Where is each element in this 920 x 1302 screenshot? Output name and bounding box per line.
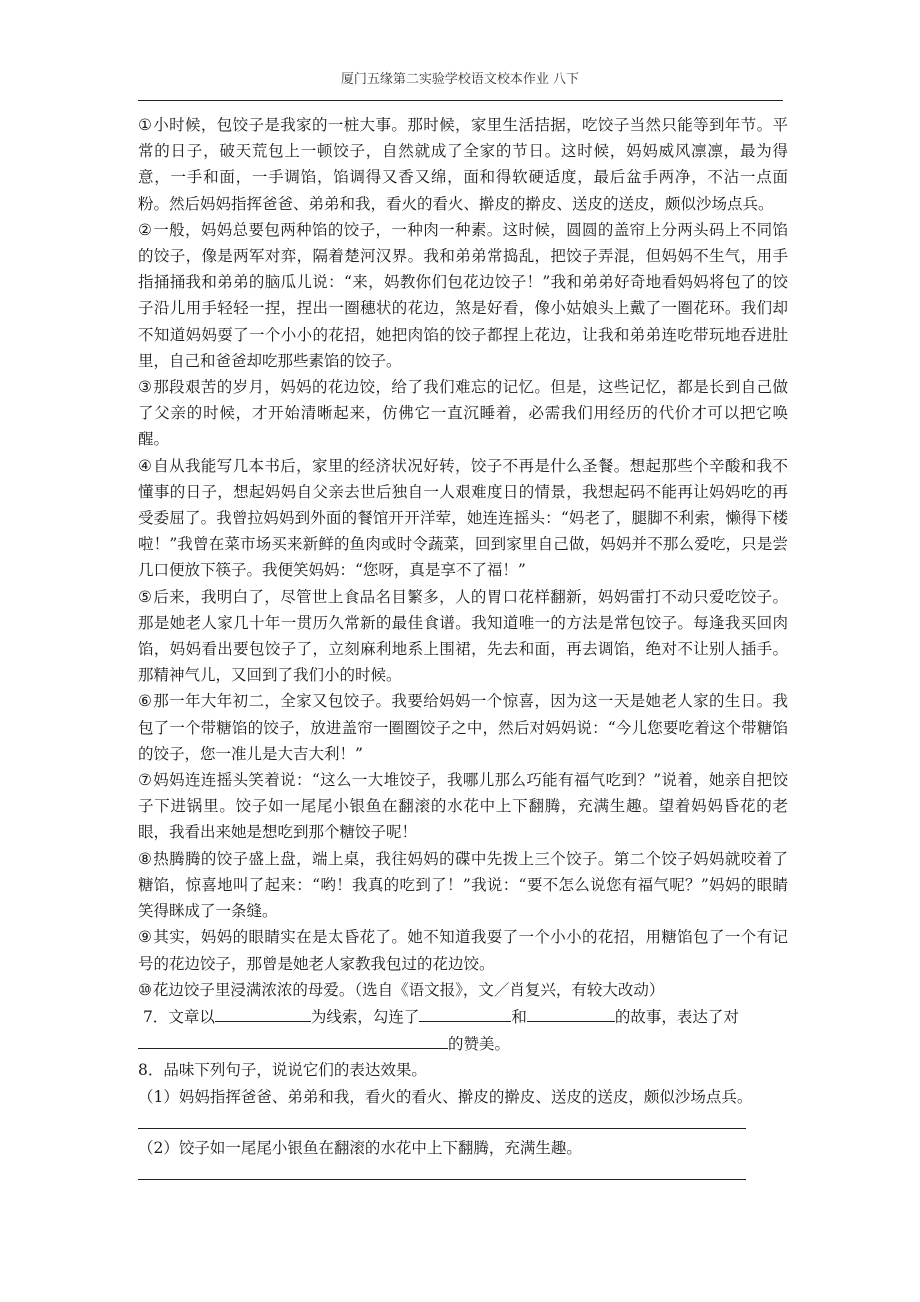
q8-answer-line-1[interactable]: [138, 1112, 746, 1129]
question-7: 7．文章以 为线索，勾连了 和 的故事，表达了对 的赞美。: [138, 1003, 788, 1057]
paragraph-4: ④自从我能写几本书后，家里的经济状况好转，饺子不再是什么圣餐。想起那些个辛酸和我不懂事的日子，想起妈妈自父亲去世后独自一人艰难度日的情景，我想起码不能再让妈妈吃的再受委屈了。我曾拉妈妈到外面的餐馆开开洋荤，她连连摇头：“妈老了，腿脚不利索，懒得下楼啦！”我曾在菜市场买来新鲜的鱼肉或时令蔬菜，回到家里自己做，妈妈并不那么爱吃，只是尝几口便放下筷子。我便笑妈妈：“您呀，真是享不了福！”: [138, 456, 788, 580]
q7-label: 7．: [142, 1007, 169, 1026]
header-divider: [138, 100, 783, 101]
header-title: 厦门五缘第二实验学校语文校本作业 八下: [340, 72, 580, 87]
q8-item-1: （1）妈妈指挥爸爸、弟弟和我，看火的看火、擀皮的擀皮、送皮的送皮，颇似沙场点兵。: [138, 1087, 753, 1106]
q8-item-2: （2）饺子如一尾尾小银鱼在翻滚的水花中上下翻腾，充满生趣。: [138, 1138, 582, 1157]
paragraph-2: ②一般，妈妈总要包两种馅的饺子，一种肉一种素。这时候，圆圆的盖帘上分两头码上不同馅的饺子，像是两军对弈，隔着楚河汉界。我和弟弟常捣乱，把饺子弄混，但妈妈不生气，用手指捅捅我和弟弟的脑瓜儿说：“来，妈教你们包花边饺子！”我和弟弟好奇地看妈妈将包了的饺子沿儿用手轻轻一捏，捏出一圈穗状的花边，煞是好看，像小姑娘头上戴了一圈花环。我们却不知道妈妈耍了一个小小的花招，她把肉馅的饺子都捏上花边，让我和弟弟连吃带玩地吞进肚里，自己和爸爸却吃那些素馅的饺子。: [138, 220, 788, 370]
paragraph-8: ⑧热腾腾的饺子盛上盘，端上桌，我往妈妈的碟中先拨上三个饺子。第二个饺子妈妈就咬着了糖馅，惊喜地叫了起来：“哟！我真的吃到了！”我说：“要不怎么说您有福气呢？”妈妈的眼睛笑得眯成了一条缝。: [138, 849, 788, 921]
q8-title: 品味下列句子，说说它们的表达效果。: [163, 1061, 427, 1080]
page-header: [0, 68, 920, 87]
q7-blank-praise[interactable]: [138, 1030, 448, 1049]
paragraph-5: ⑤后来，我明白了，尽管世上食品名目繁多，人的胃口花样翻新，妈妈雷打不动只爱吃饺子。那是她老人家几十年一贯历久常新的最佳食谱。我知道唯一的方法是常包饺子。每逢我买回肉馅，妈妈看出要包饺子了，立刻麻利地系上围裙，先去和面，再去调馅，绝对不让别人插手。那精神气儿，又回到了我们小的时候。: [138, 587, 788, 685]
article: [138, 112, 788, 1003]
paragraph-9: ⑨其实，妈妈的眼睛实在是太昏花了。她不知道我耍了一个小小的花招，用糖馅包了一个有记号的花边饺子，那曾是她老人家教我包过的花边饺。: [138, 928, 788, 973]
paragraph-7: ⑦妈妈连连摇头笑着说：“这么一大堆饺子，我哪儿那么巧能有福气吃到？”说着，她亲自把饺子下进锅里。饺子如一尾尾小银鱼在翻滚的水花中上下翻腾，充满生趣。望着妈妈昏花的老眼，我看出来她是想吃到那个糖饺子呢！: [138, 771, 788, 842]
q7-blank-story-2[interactable]: [527, 1003, 615, 1022]
document-body: [138, 112, 788, 1186]
paragraph-10: ⑩花边饺子里浸满浓浓的母爱。（选自《语文报》，文／肖复兴，有较大改动）: [138, 980, 665, 999]
paragraph-1: ①小时候，包饺子是我家的一桩大事。那时候，家里生活拮据，吃饺子当然只能等到年节。平常的日子，破天荒包上一顿饺子，自然就成了全家的节日。这时候，妈妈威风凛凛，最为得意，一手和面，一手调馅，馅调得又香又绵，面和得软硬适度，最后盆手两净，不沾一点面粉。然后妈妈指挥爸爸、弟弟和我，看火的看火、擀皮的擀皮、送皮的送皮，颇似沙场点兵。: [138, 116, 788, 213]
q8-answer-line-2[interactable]: [138, 1163, 746, 1180]
question-8: [138, 1057, 788, 1180]
paragraph-3: ③那段艰苦的岁月，妈妈的花边饺，给了我们难忘的记忆。但是，这些记忆，都是长到自己做了父亲的时候，才开始清晰起来，仿佛它一直沉睡着，必需我们用经历的代价才可以把它唤醒。: [138, 378, 788, 449]
q7-blank-clue[interactable]: [215, 1003, 311, 1022]
paragraph-6: ⑥那一年大年初二，全家又包饺子。我要给妈妈一个惊喜，因为这一天是她老人家的生日。我包了一个带糖馅的饺子，放进盖帘一圈圈饺子之中，然后对妈妈说：“今儿您要吃着这个带糖馅的饺子，您一准儿是大吉大利！”: [138, 692, 788, 763]
q7-blank-story-1[interactable]: [419, 1003, 511, 1022]
q8-label: 8．: [138, 1061, 164, 1080]
